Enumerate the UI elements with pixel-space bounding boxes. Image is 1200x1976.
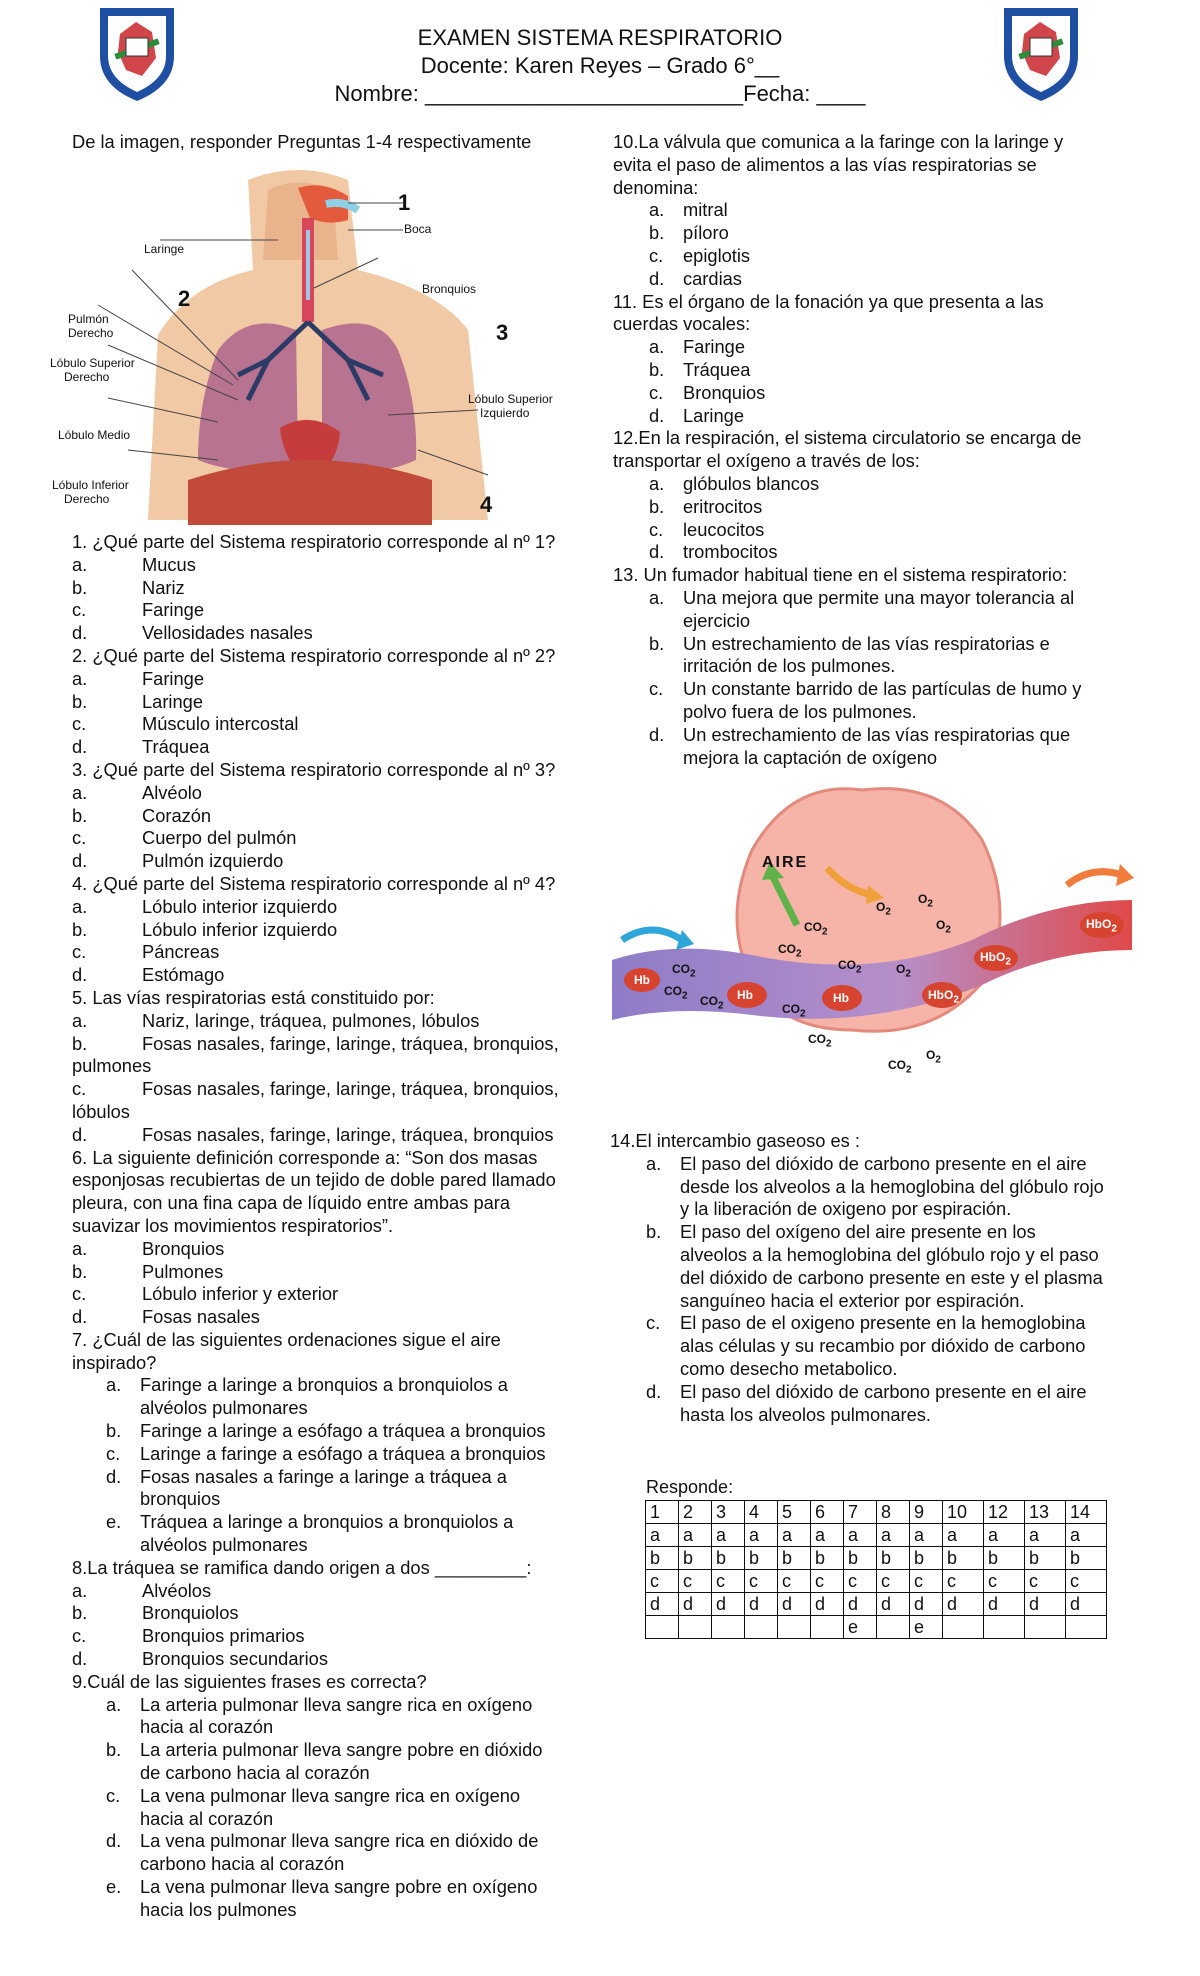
option[interactable]: a. mitral bbox=[649, 199, 728, 221]
label-o2: $O_2$ bbox=[896, 962, 911, 980]
option-continuation: pulmones bbox=[72, 1055, 152, 1077]
label-co2: $CO_2$ bbox=[808, 1032, 832, 1050]
option[interactable]: b. Tráquea bbox=[649, 358, 751, 380]
option-continuation: lóbulos bbox=[72, 1100, 130, 1122]
answer-cell[interactable]: b bbox=[811, 1547, 844, 1570]
label-o2: $O_2$ bbox=[936, 918, 951, 936]
name-date-line: Nombre: __________________________Fecha: ____ bbox=[334, 81, 866, 106]
questions-10-13 bbox=[613, 131, 1153, 769]
answer-cell[interactable]: c bbox=[778, 1570, 811, 1593]
figure-label-2: 2 bbox=[178, 286, 191, 311]
answer-cell[interactable]: b bbox=[679, 1547, 712, 1570]
answer-cell[interactable]: c bbox=[910, 1570, 943, 1593]
label-co2: $CO_2$ bbox=[888, 1058, 912, 1076]
option[interactable]: b. Laringe bbox=[72, 690, 203, 712]
questions-1-4 bbox=[72, 531, 592, 1922]
question-10: 10.La válvula que comunica a la faringe con la laringe y evita el paso de alimentos a las vías respiratorias se denomina: bbox=[613, 131, 1064, 198]
option[interactable]: d. El paso del dióxido de carbono presente en el aire hasta los alveolos pulmonares. bbox=[646, 1380, 1087, 1425]
label-hb: Hb bbox=[737, 988, 753, 1002]
option[interactable]: a. glóbulos blancos bbox=[649, 472, 820, 494]
answer-cell[interactable]: c bbox=[844, 1570, 877, 1593]
answer-question-number: 9 bbox=[910, 1501, 943, 1524]
option[interactable]: c. Páncreas bbox=[72, 941, 220, 963]
option[interactable]: b. La arteria pulmonar lleva sangre pobre en dióxido de carbono hacia al corazón bbox=[106, 1739, 543, 1784]
question-3: 3. ¿Qué parte del Sistema respiratorio corresponde al nº 3? bbox=[72, 758, 556, 780]
option[interactable]: c. leucocitos bbox=[649, 518, 765, 540]
option[interactable]: d. Pulmón izquierdo bbox=[72, 850, 284, 872]
answer-cell[interactable]: d bbox=[778, 1593, 811, 1616]
option[interactable]: a. Faringe bbox=[649, 336, 745, 358]
option[interactable]: b. Lóbulo inferior izquierdo bbox=[72, 918, 338, 940]
answer-cell[interactable] bbox=[811, 1616, 844, 1639]
option[interactable]: c. Fosas nasales, faringe, laringe, tráquea, bronquios, bbox=[72, 1078, 559, 1100]
option[interactable]: a. Alvéolos bbox=[72, 1579, 212, 1601]
answer-cell[interactable]: c bbox=[877, 1570, 910, 1593]
option[interactable]: b. Un estrechamiento de las vías respiratorias e irritación de los pulmones. bbox=[649, 632, 1050, 677]
option[interactable]: c. Bronquios bbox=[649, 381, 766, 403]
question-14-block bbox=[610, 1130, 1155, 1426]
option[interactable]: a. Faringe bbox=[72, 667, 204, 689]
answer-cell[interactable]: c bbox=[712, 1570, 745, 1593]
answer-cell[interactable]: d bbox=[745, 1593, 778, 1616]
answer-cell[interactable]: d bbox=[910, 1593, 943, 1616]
option[interactable]: c. El paso de el oxigeno presente en la hemoglobina alas células y su recambio por dióxido de carbono como desecho metabolico. bbox=[646, 1312, 1086, 1379]
question-8: 8.La tráquea se ramifica dando origen a dos _________: bbox=[72, 1556, 532, 1578]
label-co2: $CO_2$ bbox=[838, 958, 862, 976]
answer-cell[interactable]: b bbox=[1025, 1547, 1066, 1570]
option[interactable]: d. Bronquios secundarios bbox=[72, 1648, 328, 1670]
label-o2: $O_2$ bbox=[876, 900, 891, 918]
answer-cell[interactable]: d bbox=[679, 1593, 712, 1616]
answer-cell[interactable]: d bbox=[712, 1593, 745, 1616]
question-1: 1. ¿Qué parte del Sistema respiratorio corresponde al nº 1? bbox=[72, 531, 556, 552]
exam-title: EXAMEN SISTEMA RESPIRATORIO bbox=[417, 25, 783, 50]
answer-table-title: Responde: bbox=[646, 1477, 734, 1497]
answer-cell[interactable] bbox=[778, 1616, 811, 1639]
option[interactable]: b. Bronquiolos bbox=[72, 1602, 239, 1624]
answer-question-number: 7 bbox=[844, 1501, 877, 1524]
question-4: 4. ¿Qué parte del Sistema respiratorio corresponde al nº 4? bbox=[72, 872, 556, 894]
answer-cell[interactable]: c bbox=[811, 1570, 844, 1593]
answer-cell[interactable] bbox=[679, 1616, 712, 1639]
option[interactable]: a. Alvéolo bbox=[72, 781, 202, 803]
answer-question-number: 10 bbox=[943, 1501, 984, 1524]
label-lobulo-medio: Lóbulo Medio bbox=[58, 428, 131, 442]
answer-table-row bbox=[646, 1524, 1107, 1547]
option[interactable]: a. Mucus bbox=[72, 553, 196, 575]
label-hbo2: HbO$_2$ bbox=[1086, 917, 1117, 935]
option[interactable]: a. El paso del dióxido de carbono presente en el aire desde los alveolos a la hemoglobina del glóbulo rojo y la liberación de oxigeno por espiración. bbox=[646, 1152, 1104, 1220]
answer-cell[interactable]: b bbox=[877, 1547, 910, 1570]
answer-cell[interactable] bbox=[943, 1616, 984, 1639]
option[interactable]: d. Tráquea bbox=[72, 736, 210, 758]
option[interactable]: b. Corazón bbox=[72, 804, 212, 826]
option[interactable]: d. Fosas nasales, faringe, laringe, tráquea, bronquios bbox=[72, 1123, 554, 1145]
answer-cell[interactable]: b bbox=[844, 1547, 877, 1570]
question-11: 11. Es el órgano de la fonación ya que presenta a las cuerdas vocales: bbox=[613, 290, 1044, 335]
option[interactable]: b. Fosas nasales, faringe, laringe, tráquea, bronquios, bbox=[72, 1032, 559, 1054]
answer-cell[interactable]: a bbox=[778, 1524, 811, 1547]
label-bronquios: Bronquios bbox=[422, 282, 477, 296]
answer-cell[interactable]: d bbox=[943, 1593, 984, 1616]
option[interactable]: c. epiglotis bbox=[649, 244, 751, 266]
label-pulmon-derecho: Pulmón Derecho bbox=[68, 312, 114, 340]
label-laringe: Laringe bbox=[144, 242, 185, 256]
answer-cell[interactable] bbox=[1025, 1616, 1066, 1639]
label-co2: $CO_2$ bbox=[664, 984, 688, 1002]
answer-cell[interactable]: d bbox=[1066, 1593, 1107, 1616]
answer-cell[interactable] bbox=[877, 1616, 910, 1639]
label-hb: Hb bbox=[634, 973, 650, 987]
answer-cell[interactable]: d bbox=[646, 1593, 679, 1616]
label-co2: $CO_2$ bbox=[804, 920, 828, 938]
answer-cell[interactable]: d bbox=[811, 1593, 844, 1616]
option[interactable]: b. píloro bbox=[649, 222, 729, 244]
option[interactable]: c. Músculo intercostal bbox=[72, 713, 299, 735]
gas-exchange-figure bbox=[612, 780, 1152, 1110]
answer-question-number: 1 bbox=[646, 1501, 679, 1524]
option[interactable]: d. trombocitos bbox=[649, 541, 778, 563]
answer-cell[interactable]: a bbox=[1025, 1524, 1066, 1547]
label-boca: Boca bbox=[404, 222, 432, 236]
answer-cell[interactable] bbox=[1066, 1616, 1107, 1639]
label-hbo2: HbO$_2$ bbox=[928, 988, 959, 1006]
label-o2: $O_2$ bbox=[926, 1048, 941, 1066]
option[interactable]: c. La vena pulmonar lleva sangre rica en oxígeno hacia al corazón bbox=[106, 1784, 521, 1829]
answer-question-number: 6 bbox=[811, 1501, 844, 1524]
answer-cell[interactable]: a bbox=[877, 1524, 910, 1547]
answer-cell[interactable] bbox=[984, 1616, 1025, 1639]
option[interactable]: c. Laringe a faringe a esófago a tráquea a bronquios bbox=[106, 1442, 546, 1464]
option[interactable]: b. Pulmones bbox=[72, 1260, 224, 1282]
option[interactable]: d. cardias bbox=[649, 267, 742, 289]
label-co2: $CO_2$ bbox=[700, 994, 724, 1012]
question-6: 6. La siguiente definición corresponde a: “Son dos masas esponjosas recubiertas de un tejido de doble pared llamado pleura, con una fina capa de líquido entre ambas para suavizar los movimientos respiratorios”. bbox=[72, 1146, 556, 1236]
respiratory-system-figure bbox=[48, 160, 560, 525]
label-lobulo-inferior-derecho: Lóbulo Inferior Derecho bbox=[52, 478, 129, 506]
question-7: 7. ¿Cuál de las siguientes ordenaciones sigue el aire inspirado? bbox=[72, 1328, 501, 1373]
answer-question-number: 8 bbox=[877, 1501, 910, 1524]
answer-cell[interactable]: e bbox=[910, 1616, 943, 1639]
answer-cell[interactable]: b bbox=[1066, 1547, 1107, 1570]
label-aire: AIRE bbox=[762, 854, 809, 871]
label-co2: $CO_2$ bbox=[672, 962, 696, 980]
answer-cell[interactable]: a bbox=[844, 1524, 877, 1547]
answer-cell[interactable]: c bbox=[943, 1570, 984, 1593]
answer-cell[interactable]: c bbox=[1066, 1570, 1107, 1593]
answer-cell[interactable]: b bbox=[910, 1547, 943, 1570]
option[interactable]: b. Faringe a laringe a esófago a tráquea a bronquios bbox=[106, 1420, 546, 1442]
option[interactable]: d. Fosas nasales a faringe a laringe a tráquea a bronquios bbox=[106, 1465, 507, 1510]
answer-table-header-row bbox=[646, 1501, 1107, 1524]
answer-question-number: 5 bbox=[778, 1501, 811, 1524]
option[interactable]: d. Estómago bbox=[72, 964, 225, 986]
answer-cell[interactable]: b bbox=[778, 1547, 811, 1570]
question-9: 9.Cuál de las siguientes frases es correcta? bbox=[72, 1670, 427, 1692]
answer-table-row bbox=[646, 1547, 1107, 1570]
option[interactable]: b. eritrocitos bbox=[649, 495, 763, 517]
answer-cell[interactable]: c bbox=[1025, 1570, 1066, 1593]
label-lobulo-superior-izquierdo: Lóbulo Superior Izquierdo bbox=[468, 392, 553, 420]
answer-question-number: 2 bbox=[679, 1501, 712, 1524]
label-co2: $CO_2$ bbox=[778, 942, 802, 960]
answer-question-number: 4 bbox=[745, 1501, 778, 1524]
option[interactable]: d. Un estrechamiento de las vías respiratorias que mejora la captación de oxígeno bbox=[649, 723, 1071, 768]
question-2: 2. ¿Qué parte del Sistema respiratorio corresponde al nº 2? bbox=[72, 644, 556, 666]
option[interactable]: b. Nariz bbox=[72, 576, 185, 598]
option[interactable]: d. Laringe bbox=[649, 404, 744, 426]
label-hbo2: HbO$_2$ bbox=[980, 950, 1011, 968]
answer-cell[interactable] bbox=[745, 1616, 778, 1639]
option[interactable]: c. Cuerpo del pulmón bbox=[72, 827, 297, 849]
option[interactable]: d. Vellosidades nasales bbox=[72, 622, 313, 644]
answer-cell[interactable]: a bbox=[910, 1524, 943, 1547]
answer-cell[interactable]: a bbox=[811, 1524, 844, 1547]
figure-instructions: De la imagen, responder Preguntas 1-4 respectivamente bbox=[72, 131, 532, 152]
option[interactable]: d. Fosas nasales bbox=[72, 1306, 260, 1328]
label-o2: $O_2$ bbox=[918, 892, 933, 910]
answer-cell[interactable]: c bbox=[646, 1570, 679, 1593]
answer-cell[interactable]: d bbox=[844, 1593, 877, 1616]
question-13: 13. Un fumador habitual tiene en el sistema respiratorio: bbox=[613, 564, 1068, 586]
answer-cell[interactable]: a bbox=[984, 1524, 1025, 1547]
option[interactable]: a. La arteria pulmonar lleva sangre rica en oxígeno hacia al corazón bbox=[106, 1693, 533, 1738]
option[interactable]: c. Bronquios primarios bbox=[72, 1625, 305, 1647]
answer-cell[interactable]: d bbox=[877, 1593, 910, 1616]
answer-cell[interactable]: b bbox=[984, 1547, 1025, 1570]
option[interactable]: a. Faringe a laringe a bronquios a bronquiolos a alvéolos pulmonares bbox=[106, 1374, 508, 1419]
answer-question-number: 3 bbox=[712, 1501, 745, 1524]
label-lobulo-superior-derecho: Lóbulo Superior Derecho bbox=[50, 356, 135, 384]
answer-cell[interactable]: b bbox=[646, 1547, 679, 1570]
option[interactable]: a. Nariz, laringe, tráquea, pulmones, lóbulos bbox=[72, 1009, 480, 1031]
answer-table bbox=[645, 1500, 1107, 1639]
answer-question-number: 13 bbox=[1025, 1501, 1066, 1524]
answer-cell[interactable]: c bbox=[679, 1570, 712, 1593]
question-5: 5. Las vías respiratorias está constituido por: bbox=[72, 986, 435, 1008]
answer-cell[interactable]: b bbox=[745, 1547, 778, 1570]
answer-cell[interactable]: b bbox=[943, 1547, 984, 1570]
answer-cell[interactable]: a bbox=[745, 1524, 778, 1547]
question-14: 14.El intercambio gaseoso es : bbox=[610, 1130, 860, 1151]
answer-question-number: 12 bbox=[984, 1501, 1025, 1524]
answer-table-row bbox=[646, 1570, 1107, 1593]
option[interactable]: d. La vena pulmonar lleva sangre rica en dióxido de carbono hacia al corazón bbox=[106, 1830, 539, 1875]
teacher-grade: Docente: Karen Reyes – Grado 6°__ bbox=[420, 53, 780, 78]
answer-cell[interactable] bbox=[646, 1616, 679, 1639]
option[interactable]: c. Faringe bbox=[72, 599, 204, 621]
answer-table-row bbox=[646, 1593, 1107, 1616]
answer-cell[interactable]: a bbox=[943, 1524, 984, 1547]
option[interactable]: b. El paso del oxígeno del aire presente en los alveolos a la hemoglobina del glóbulo rojo y el paso del dióxido de carbono presente en este y el plasma sanguíneo hacia el exterior por espiración. bbox=[646, 1221, 1103, 1311]
option[interactable]: a. Una mejora que permite una mayor tolerancia al ejercicio bbox=[649, 586, 1075, 631]
answer-cell[interactable]: a bbox=[712, 1524, 745, 1547]
label-hb: Hb bbox=[833, 991, 849, 1005]
answer-cell[interactable]: a bbox=[646, 1524, 679, 1547]
answer-cell[interactable]: e bbox=[844, 1616, 877, 1639]
answer-table-row bbox=[646, 1616, 1107, 1639]
figure-label-3: 3 bbox=[496, 320, 509, 345]
question-12: 12.En la respiración, el sistema circulatorio se encarga de transportar el oxígeno a través de los: bbox=[613, 427, 1082, 472]
option[interactable]: a. Bronquios bbox=[72, 1237, 225, 1259]
option[interactable]: e. Tráquea a laringe a bronquios a bronquiolos a alvéolos pulmonares bbox=[106, 1511, 514, 1556]
answer-cell[interactable]: a bbox=[679, 1524, 712, 1547]
figure-label-4: 4 bbox=[480, 492, 493, 517]
option[interactable]: c. Lóbulo inferior y exterior bbox=[72, 1283, 339, 1305]
answer-cell[interactable]: a bbox=[1066, 1524, 1107, 1547]
answer-cell[interactable]: c bbox=[984, 1570, 1025, 1593]
option[interactable]: a. Lóbulo interior izquierdo bbox=[72, 895, 338, 917]
answer-cell[interactable]: b bbox=[712, 1547, 745, 1570]
answer-cell[interactable]: d bbox=[1025, 1593, 1066, 1616]
answer-question-number: 14 bbox=[1066, 1501, 1107, 1524]
option[interactable]: c. Un constante barrido de las partículas de humo y polvo fuera de los pulmones. bbox=[649, 678, 1082, 722]
label-co2: $CO_2$ bbox=[782, 1002, 806, 1020]
figure-label-1: 1 bbox=[398, 190, 411, 215]
answer-cell[interactable] bbox=[712, 1616, 745, 1639]
answer-cell[interactable]: d bbox=[984, 1593, 1025, 1616]
answer-cell[interactable]: c bbox=[745, 1570, 778, 1593]
option[interactable]: e. La vena pulmonar lleva sangre pobre en oxígeno hacia los pulmones bbox=[106, 1876, 538, 1920]
